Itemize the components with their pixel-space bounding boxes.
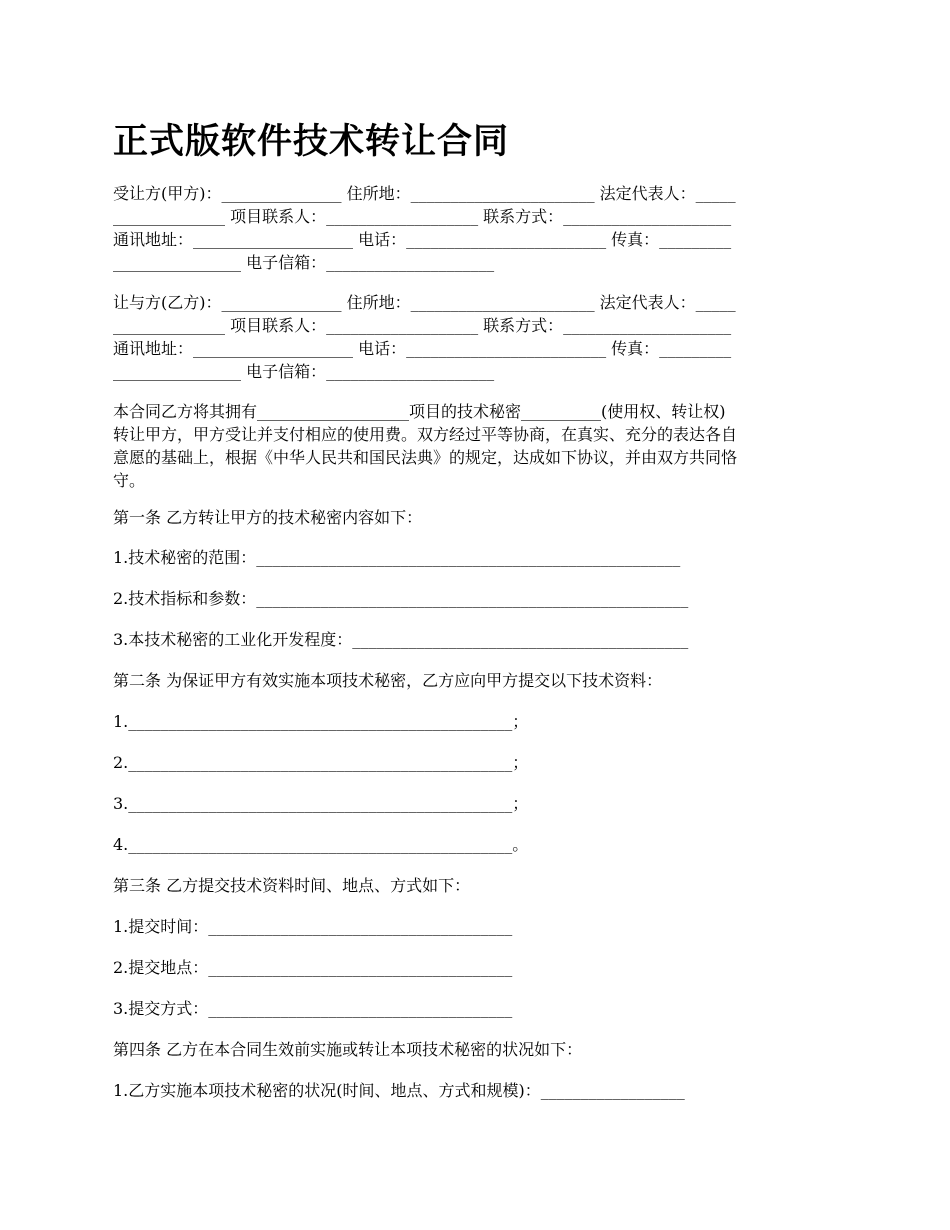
article-2-item: 1.________________________________________________； <box>113 712 529 731</box>
intro-line-4: 守。 <box>113 471 146 490</box>
article-1-item: 1.技术秘密的范围：_____________________________________________________ <box>113 548 681 567</box>
article-4-item: 1.乙方实施本项技术秘密的状况(时间、地点、方式和规模)：__________________ <box>113 1081 685 1100</box>
party-b-line-1: 让与方(乙方)：_______________ 住所地：_______________________ 法定代表人：_____ <box>113 293 736 312</box>
document-title: 正式版软件技术转让合同 <box>113 121 510 162</box>
article-2-item: 4.________________________________________________。 <box>113 835 529 854</box>
article-4-heading: 第四条 乙方在本合同生效前实施或转让本项技术秘密的状况如下： <box>113 1040 583 1059</box>
article-1-heading: 第一条 乙方转让甲方的技术秘密内容如下： <box>113 508 423 527</box>
article-2-item: 3.________________________________________________； <box>113 794 529 813</box>
party-b-line-2: ______________ 项目联系人：___________________ 联系方式：_____________________ <box>113 316 732 335</box>
party-a-line-4: ________________ 电子信箱：_____________________ <box>113 253 495 272</box>
intro-line-2: 转让甲方，甲方受让并支付相应的使用费。双方经过平等协商，在真实、充分的表达各自 <box>113 425 738 444</box>
party-a-line-2: ______________ 项目联系人：___________________ 联系方式：_____________________ <box>113 207 732 226</box>
intro-line-3: 意愿的基础上，根据《中华人民共和国民法典》的规定，达成如下协议，并由双方共同恪 <box>113 448 738 467</box>
intro-line-1: 本合同乙方将其拥有___________________项目的技术秘密__________(使用权、转让权) <box>113 402 726 421</box>
article-3-item: 1.提交时间：______________________________________ <box>113 917 513 936</box>
article-3-heading: 第三条 乙方提交技术资料时间、地点、方式如下： <box>113 876 471 895</box>
party-a-line-1: 受让方(甲方)：_______________ 住所地：_______________________ 法定代表人：_____ <box>113 184 736 203</box>
party-b-line-3: 通讯地址：____________________ 电话：_________________________ 传真：_________ <box>113 339 732 358</box>
article-3-item: 2.提交地点：______________________________________ <box>113 958 513 977</box>
article-3-item: 3.提交方式：______________________________________ <box>113 999 513 1018</box>
party-a-line-3: 通讯地址：____________________ 电话：_________________________ 传真：_________ <box>113 230 732 249</box>
party-b-line-4: ________________ 电子信箱：_____________________ <box>113 362 495 381</box>
article-2-heading: 第二条 为保证甲方有效实施本项技术秘密，乙方应向甲方提交以下技术资料： <box>113 671 663 690</box>
article-1-item: 2.技术指标和参数：______________________________________________________ <box>113 589 689 608</box>
article-2-item: 2.________________________________________________； <box>113 753 529 772</box>
article-1-item: 3.本技术秘密的工业化开发程度：__________________________________________ <box>113 630 689 649</box>
